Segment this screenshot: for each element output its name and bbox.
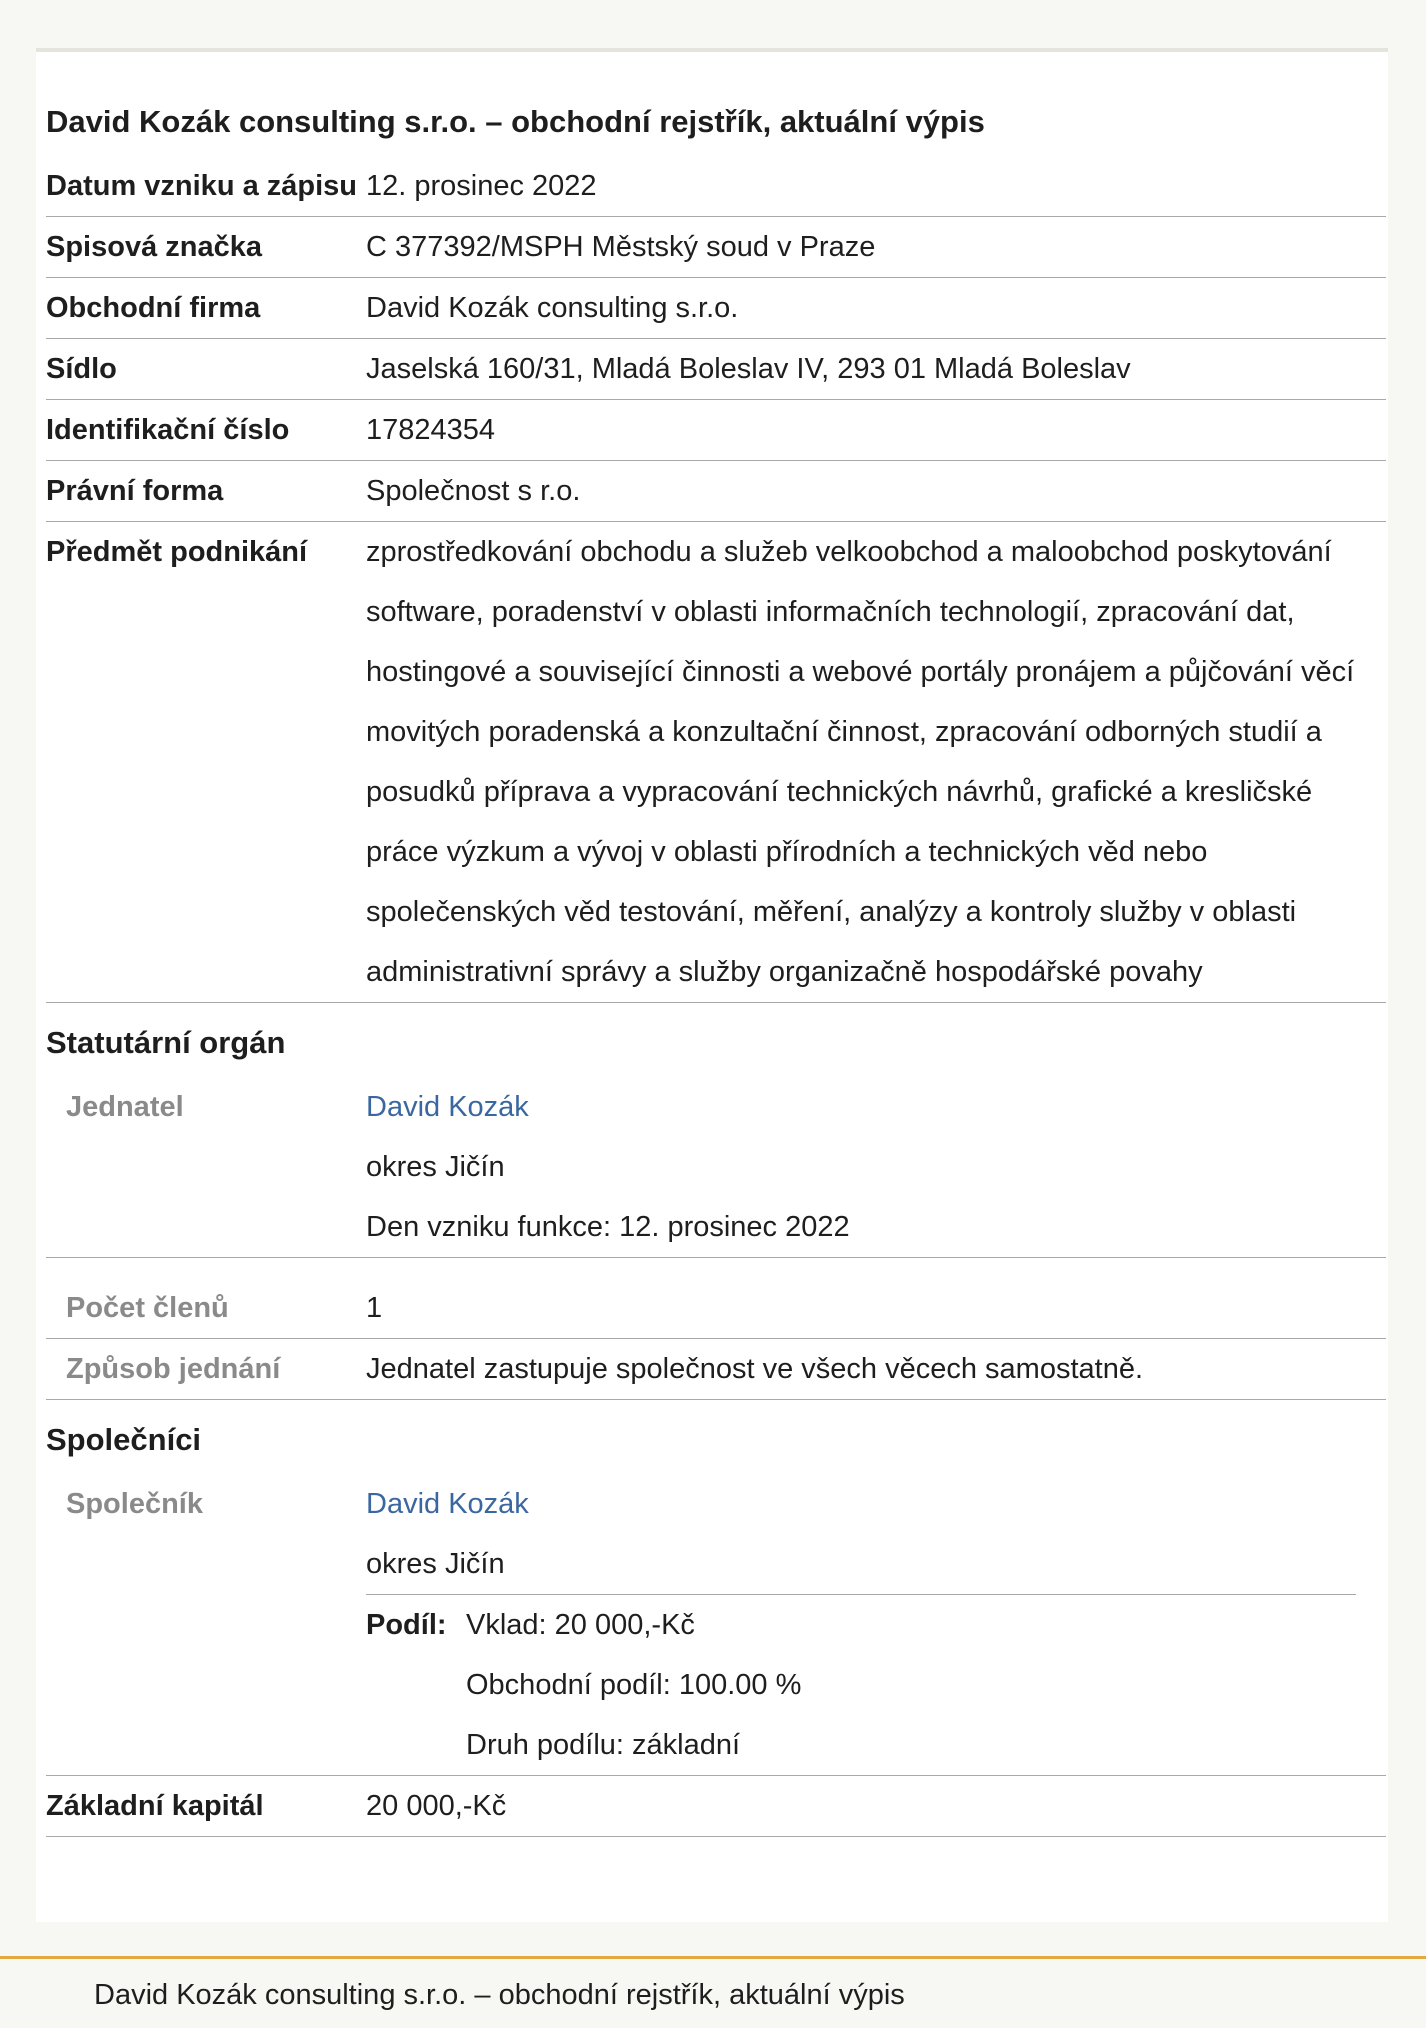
share-type: Druh podílu: základní [466, 1729, 741, 1761]
executive-district: okres Jičín [366, 1151, 505, 1183]
share-label: Podíl: [366, 1609, 447, 1641]
register-content [46, 96, 1386, 1837]
row-value: C 377392/MSPH Městský soud v Praze [366, 231, 876, 263]
share-deposit: Vklad: 20 000,-Kč [466, 1609, 695, 1641]
row-acting-method [46, 1339, 1386, 1400]
row-value [366, 1474, 1386, 1775]
row-label: Jednatel [66, 1091, 184, 1123]
partners-heading: Společníci [46, 1422, 202, 1457]
row-value: 17824354 [366, 414, 496, 446]
row-label: Obchodní firma [46, 292, 261, 324]
row-id-number [46, 400, 1386, 461]
row-company-name [46, 278, 1386, 339]
row-label: Počet členů [66, 1292, 229, 1324]
row-member-count [46, 1258, 1386, 1339]
row-capital [46, 1776, 1386, 1837]
share-percentage: Obchodní podíl: 100.00 % [466, 1669, 802, 1701]
row-value: Společnost s r.o. [366, 475, 581, 507]
row-value: Jednatel zastupuje společnost ve všech věcech samostatně. [366, 1353, 1144, 1385]
row-value: 20 000,-Kč [366, 1790, 507, 1822]
row-label: Společník [66, 1488, 203, 1520]
row-label: Předmět podnikání [46, 536, 308, 568]
row-label: Způsob jednání [66, 1353, 281, 1385]
row-value: 12. prosinec 2022 [366, 170, 597, 202]
row-business-scope [46, 522, 1386, 1003]
executive-name-link[interactable]: David Kozák [366, 1091, 529, 1123]
footer-caption: David Kozák consulting s.r.o. – obchodní rejstřík, aktuální výpis [94, 1979, 905, 2011]
row-label: Sídlo [46, 353, 117, 385]
row-date [46, 156, 1386, 217]
page-title: David Kozák consulting s.r.o. – obchodní rejstřík, aktuální výpis [46, 104, 985, 139]
row-value: David Kozák consulting s.r.o. [366, 292, 739, 324]
row-value: 1 [366, 1292, 383, 1324]
row-seat [46, 339, 1386, 400]
row-label: Základní kapitál [46, 1790, 264, 1822]
row-value: zprostředkování obchodu a služeb velkoobchod a maloobchod poskytování software, poradenství v oblasti informačních technologií, zpracování dat, hostingové a související činnosti a webové portály pronájem a půjčování věcí movitých poradenská a konzultační činnost, zpracování odborných studií a posudků příprava a vypracování technických návrhů, grafické a kresličské práce výzkum a vývoj v oblasti přírodních a technických věd nebo společenských věd testování, měření, analýzy a kontroly služby v oblasti administrativní správy a služby organizačně hospodářské povahy [366, 536, 1355, 988]
row-partner [46, 1474, 1386, 1776]
register-extract-card [36, 52, 1388, 1922]
executive-since: Den vzniku funkce: 12. prosinec 2022 [366, 1211, 850, 1243]
share-block [366, 1595, 1386, 1775]
statutory-heading: Statutární orgán [46, 1025, 286, 1060]
share-values [466, 1595, 1386, 1775]
row-file-number [46, 217, 1386, 278]
row-label: Spisová značka [46, 231, 262, 263]
partner-name-link[interactable]: David Kozák [366, 1488, 529, 1520]
partner-district: okres Jičín [366, 1548, 505, 1580]
footer-rule [0, 1956, 1426, 1959]
row-executive [46, 1077, 1386, 1258]
row-value: Jaselská 160/31, Mladá Boleslav IV, 293 01 Mladá Boleslav [366, 353, 1131, 385]
row-label: Právní forma [46, 475, 224, 507]
row-value [366, 1077, 1386, 1257]
row-label: Identifikační číslo [46, 414, 290, 446]
row-legal-form [46, 461, 1386, 522]
row-label: Datum vzniku a zápisu [46, 170, 358, 202]
